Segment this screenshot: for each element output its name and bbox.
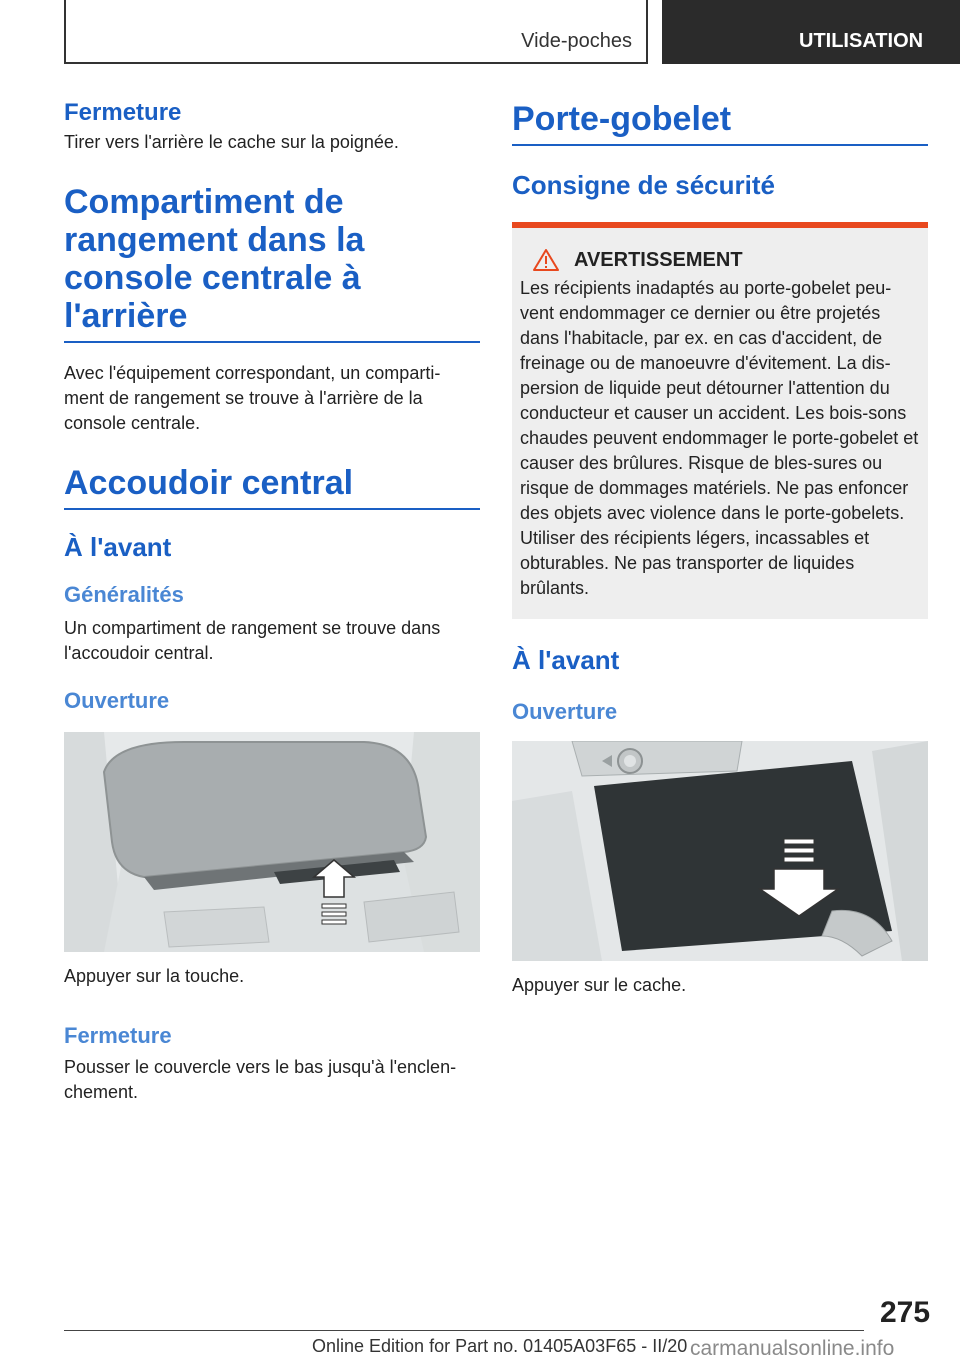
right-avant-heading: À l'avant [512,645,620,675]
accoudoir-avant-heading: À l'avant [64,532,172,562]
consigne-heading: Consigne de sécurité [512,170,775,200]
compartiment-heading: Compartiment de rangement dans la console centrale à l'arrière [64,183,480,343]
compartiment-text: Avec l'équipement correspondant, un comparti‐ment de rangement se trouve à l'arrière de la console centrale. [64,363,441,433]
warning-box [512,222,928,619]
armrest-caption: Appuyer sur la touche. [64,966,245,986]
fermeture-2-heading: Fermeture [64,1023,172,1048]
header-chapter-tab: UTILISATION [662,0,960,64]
header-section-title: Vide-poches [521,30,632,52]
fermeture-heading: Fermeture [64,99,182,126]
cupholder-figure [512,741,928,961]
warning-label: AVERTISSEMENT [574,248,743,271]
header-section-box [64,0,648,64]
warning-title-row [520,248,920,272]
fermeture-2-text: Pousser le couvercle vers le bas jusqu'à l'enclen‐chement. [64,1057,457,1102]
footer-edition-text: Online Edition for Part no. 01405A03F65 - II/20 [312,1336,688,1356]
svg-text:carmanualsonline.info: carmanualsonline.info [690,1337,895,1360]
porte-gobelet-heading: Porte-gobelet [512,100,928,146]
page-number: 275 [880,1296,931,1329]
armrest-figure [64,732,480,952]
warning-text: Les récipients inadaptés au porte-gobelet peu‐vent endommager ce dernier ou être projetés dans l'habitacle, par ex. en cas d'accident, de freinage ou de manoeuvre d'évitement. La dis‐persion de liquide peut détourner l'attention du conducteur et causer un accident. Les bois‐sons chaudes peuvent endommager le porte-gobelet et causer des brûlures. Risque de bles‐sures ou risque de dommages matériels. Ne pas enfoncer des objets avec violence dans le porte-gobelets. Utiliser des récipients légers, incassables et obturables. Ne pas transporter de liquides brûlants. [520,278,919,598]
warning-triangle-icon [532,248,560,272]
fermeture-text: Tirer vers l'arrière le cache sur la poignée. [64,132,399,152]
armrest-illustration [64,732,480,952]
cupholder-caption: Appuyer sur le cache. [512,975,687,995]
accoudoir-heading: Accoudoir central [64,464,480,510]
right-column [512,100,928,998]
generalites-heading: Généralités [64,582,184,607]
cupholder-illustration [512,741,928,961]
right-ouverture-heading: Ouverture [512,699,618,724]
ouverture-heading: Ouverture [64,688,170,713]
generalites-text: Un compartiment de rangement se trouve dans l'accoudoir central. [64,618,441,663]
manualslib-watermark [690,1336,956,1360]
left-column [64,100,480,1105]
footer-divider [64,1330,864,1331]
